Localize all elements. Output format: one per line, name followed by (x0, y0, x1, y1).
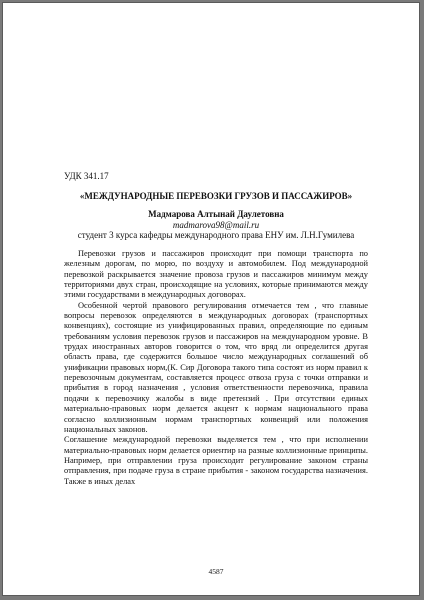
udk-code: УДК 341.17 (64, 171, 109, 181)
paragraph: Соглашение международной перевозки выделяется тем , что при исполнении материально-правовых норм делается ориентир на разные коллизионные принципы. Например, при отправлении груза происходит регулирование законом страны отправления, при подаче груза в стране прибытия - законом государства назначения. Также в иных делах (64, 435, 368, 486)
paper-title: «МЕЖДУНАРОДНЫЕ ПЕРЕВОЗКИ ГРУЗОВ И ПАССАЖИРОВ» (79, 191, 353, 201)
paragraph: Перевозки грузов и пассажиров происходит при помощи транспорта по железным дорогам, по морю, по воздуху и автомобилем. Под международной перевозкой раскрывается значение провоза грузов и пассажиров минимум между территориями двух стран, происходящие на условиях, которые принимаются между этими государствами в международных договорах. (64, 249, 368, 300)
body-text (64, 249, 368, 487)
author-affiliation: студент 3 курса кафедры международного права ЕНУ им. Л.Н.Гумилева (77, 230, 355, 240)
paragraph: Особенной чертой правового регулирования отмечается тем , что главные вопросы перевозок определяются в международных договорах (транспортных конвенциях), состоящие из унифицированных правил, определяющие по единым требованиям условия перевозок грузов и пассажиров на международном уровне. В трудах иностранных авторов говорится о том, что вряд ли определится другая область права, где содержится большое число международных соглашений об унификации правовых норм,(К. Сир Договора такого типа состоят из норм правил к перевозочным документам, составляется процесс отвоза груза с точки отправки и прибытия в город назначения , условия ответственности перевозчика, правила подачи к перевозчику жалобы в виде претензий . При отсутствии единых материально-правовых норм делается акцент к нормам национального права согласно коллизионным нормам транспортных конвенций или положения национальных законов. (64, 300, 368, 434)
document-page (2, 2, 420, 596)
author-name: Мадмарова Алтынай Даулетовна (148, 209, 284, 219)
page-number: 4587 (208, 567, 224, 576)
author-email: madmarova98@mail.ru (172, 220, 260, 230)
